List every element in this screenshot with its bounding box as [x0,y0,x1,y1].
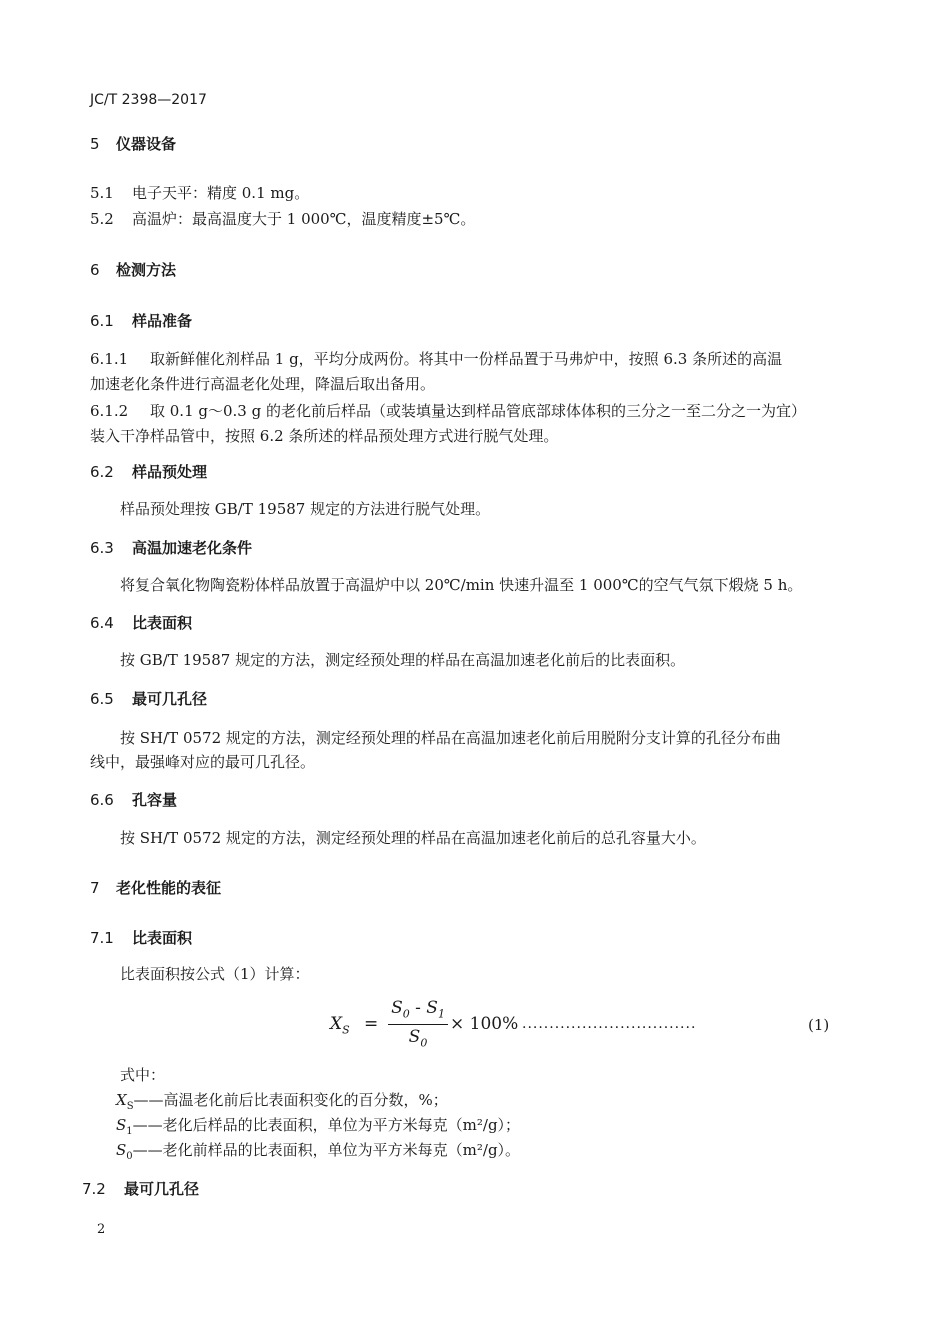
where-label: 式中： [120,1066,166,1084]
formula-number: (1) [808,1016,830,1034]
clause-6-1-2-line-1: 6.1.2 取 0.1 g～0.3 g 的老化前后样品（或装填量达到样品管底部球体体积的三分之一至二分之一为宜） [90,402,806,420]
section-7-heading: 7 老化性能的表征 [90,879,222,897]
subsection-6-2-heading: 6.2 样品预处理 [90,463,208,481]
clause-5-1: 5.1 电子天平：精度 0.1 mg。 [90,184,310,202]
fraction-denominator: $S_0$ [408,1027,428,1050]
variable-s1: $S_1——$老化后样品的比表面积，单位为平方米每克（m²/g）； [116,1116,521,1137]
clause-6-6-text: 按 SH/T 0572 规定的方法，测定经预处理的样品在高温加速老化前后的总孔容量大小。 [120,829,706,847]
variable-xs: $X_S——$高温老化前后比表面积变化的百分数，%； [116,1091,448,1112]
subsection-6-5-heading: 6.5 最可几孔径 [90,690,208,708]
clause-6-5-line-1: 按 SH/T 0572 规定的方法，测定经预处理的样品在高温加速老化前后用脱附分支计算的孔径分布曲 [120,729,781,747]
page-number: 2 [97,1222,106,1237]
formula-leader-dots: ................................ [522,1016,697,1032]
section-title: 仪器设备 [116,135,177,153]
clause-6-3-text: 将复合氧化物陶瓷粉体样品放置于高温炉中以 20℃/min 快速升温至 1 000℃的空气气氛下煅烧 5 h。 [120,576,803,594]
formula-1 [330,998,850,1058]
clause-6-1-2-line-2: 装入干净样品管中，按照 6.2 条所述的样品预处理方式进行脱气处理。 [90,427,559,445]
subsection-7-2-heading: 7.2 最可几孔径 [82,1180,200,1198]
subsection-6-1-heading: 6.1 样品准备 [90,312,193,330]
clause-6-1-1-line-2: 加速老化条件进行高温老化处理，降温后取出备用。 [90,375,436,393]
subsection-6-6-heading: 6.6 孔容量 [90,791,178,809]
section-number: 5 [90,135,100,153]
section-6-heading: 6 检测方法 [90,261,177,279]
formula-multiplier: × 100% [450,1014,519,1034]
clause-6-5-line-2: 线中，最强峰对应的最可几孔径。 [90,753,316,771]
document-code: JC/T 2398—2017 [90,92,207,108]
formula-intro: 比表面积按公式（1）计算： [120,965,310,983]
variable-s0: $S_0——$老化前样品的比表面积，单位为平方米每克（m²/g）。 [116,1141,521,1162]
clause-6-4-text: 按 GB/T 19587 规定的方法，测定经预处理的样品在高温加速老化前后的比表面积。 [120,651,686,669]
clause-6-2-text: 样品预处理按 GB/T 19587 规定的方法进行脱气处理。 [120,500,491,518]
subsection-6-4-heading: 6.4 比表面积 [90,614,193,632]
subsection-6-3-heading: 6.3 高温加速老化条件 [90,539,253,557]
subsection-7-1-heading: 7.1 比表面积 [90,929,193,947]
clause-6-1-1-line-1: 6.1.1 取新鲜催化剂样品 1 g，平均分成两份。将其中一份样品置于马弗炉中，按照 6.3 条所述的高温 [90,350,783,368]
formula-equals: = [364,1014,379,1034]
fraction-numerator: $S_0 - S_1$ [391,998,445,1021]
clause-5-2: 5.2 高温炉：最高温度大于 1 000℃，温度精度±5℃。 [90,210,476,228]
section-5-heading [90,133,176,154]
formula-fraction [386,998,450,1049]
formula-lhs: $X_S$ [330,1014,350,1037]
